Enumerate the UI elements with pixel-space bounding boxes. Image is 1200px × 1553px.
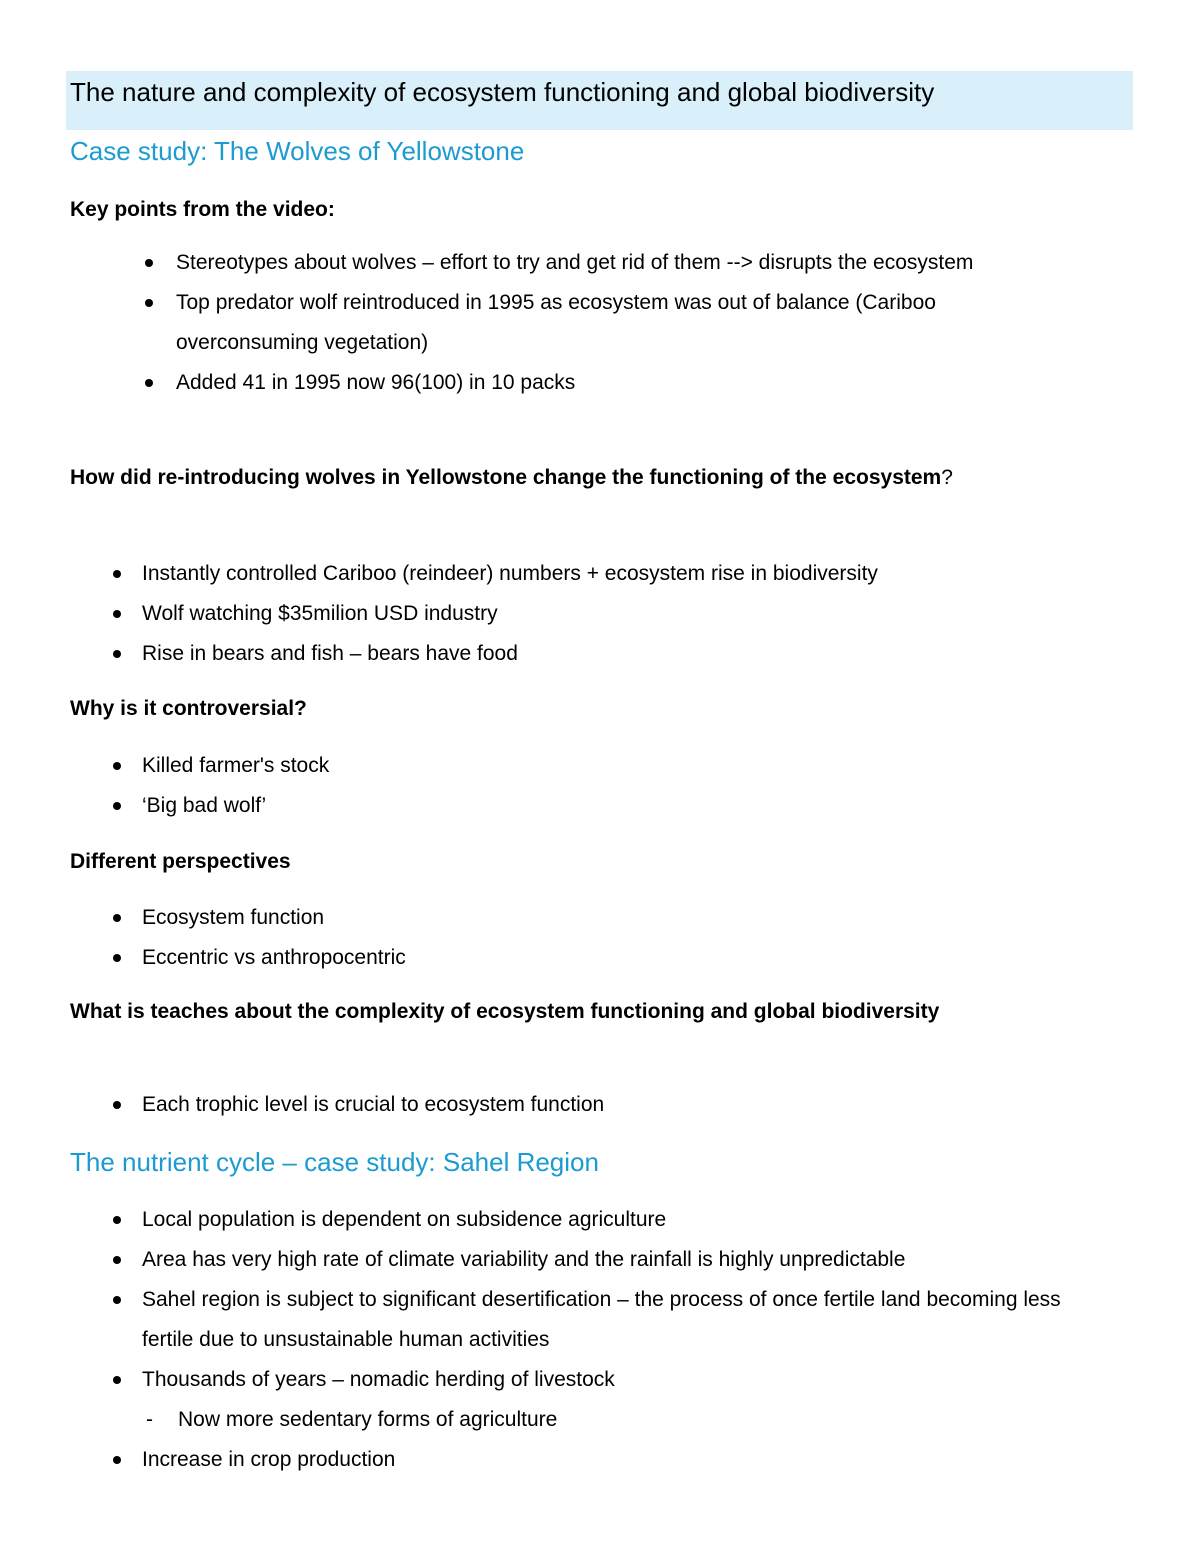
bullet-icon [145,379,153,387]
list-item: Instantly controlled Cariboo (reindeer) numbers + ecosystem rise in biodiversity [142,554,1142,594]
bullet-icon [145,299,153,307]
key-points-list [176,243,1076,403]
list-item: Stereotypes about wolves – effort to try and get rid of them --> disrupts the ecosystem [176,243,1076,283]
perspectives-label: Different perspectives [70,850,291,873]
list-item: Thousands of years – nomadic herding of livestock [142,1360,1142,1400]
bullet-icon [113,914,121,922]
bullet-icon [113,1376,121,1384]
list-item: Sahel region is subject to significant desertification – the process of once fertile land becoming less fertile due to unsustainable human activities [142,1280,1092,1360]
list-item: Top predator wolf reintroduced in 1995 as ecosystem was out of balance (Cariboo overconsuming vegetation) [176,283,1076,363]
list-item: Area has very high rate of climate variability and the rainfall is highly unpredictable [142,1240,1142,1280]
list-item: Wolf watching $35milion USD industry [142,594,1142,634]
bullet-icon [113,570,121,578]
teaches-label: What is teaches about the complexity of ecosystem functioning and global biodiversity [70,1000,940,1023]
section-heading-sahel: The nutrient cycle – case study: Sahel Region [70,1147,599,1177]
sub-list-item: - Now more sedentary forms of agriculture [142,1400,1142,1440]
bullet-icon [113,762,121,770]
perspectives-list [142,898,1142,978]
section-heading-wolves: Case study: The Wolves of Yellowstone [70,136,525,166]
list-item: Ecosystem function [142,898,1142,938]
change-question-label: How did re-introducing wolves in Yellowstone change the functioning of the ecosystem? [70,466,953,489]
list-item: ‘Big bad wolf’ [142,786,1142,826]
bullet-icon [113,954,121,962]
bullet-icon [113,1456,121,1464]
list-item: Killed farmer's stock [142,746,1142,786]
controversial-list [142,746,1142,826]
list-item: Each trophic level is crucial to ecosystem function [142,1085,1142,1125]
bullet-icon [113,1296,121,1304]
bullet-icon [113,1101,121,1109]
list-item: Increase in crop production [142,1440,1142,1480]
bullet-icon [113,610,121,618]
list-item: Rise in bears and fish – bears have food [142,634,1142,674]
document-title: The nature and complexity of ecosystem functioning and global biodiversity [66,71,1133,130]
sahel-list [142,1200,1142,1480]
dash-marker: - [146,1408,153,1431]
bullet-icon [113,1256,121,1264]
bullet-icon [145,259,153,267]
list-item: Eccentric vs anthropocentric [142,938,1142,978]
change-list [142,554,1142,674]
bullet-icon [113,802,121,810]
list-item: Local population is dependent on subsidence agriculture [142,1200,1142,1240]
list-item: Added 41 in 1995 now 96(100) in 10 packs [176,363,1076,403]
teaches-list [142,1085,1142,1125]
bullet-icon [113,1216,121,1224]
bullet-icon [113,650,121,658]
controversial-label: Why is it controversial? [70,697,307,720]
key-points-label: Key points from the video: [70,198,335,221]
